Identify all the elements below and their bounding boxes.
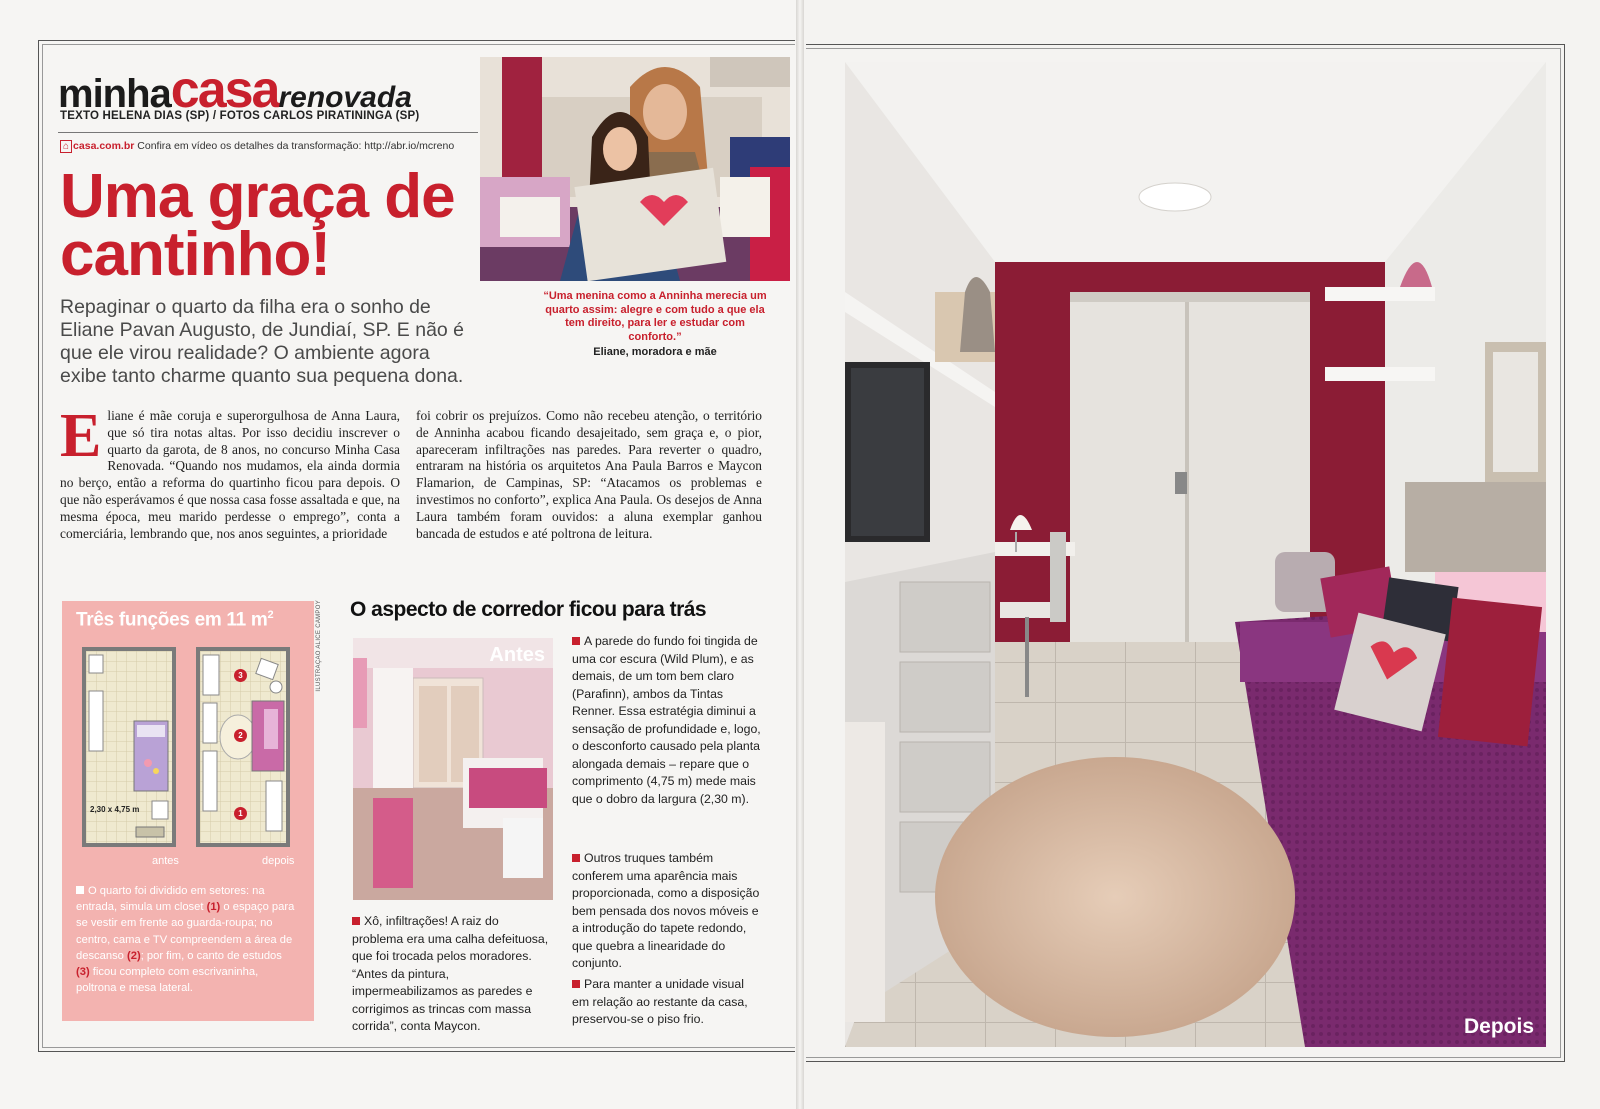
portrait-photo-image (480, 57, 790, 281)
house-icon: ⌂ (60, 140, 72, 153)
floor-plan-dimension: 2,30 x 4,75 m (90, 805, 140, 814)
casa-site-logo-text: casa.com.br (73, 140, 135, 152)
floor-plan-before (82, 647, 176, 847)
body-column-1 (60, 402, 400, 542)
section-paragraph-floor-text: Para manter a unidade visual em relação ao restante da casa, preservou-se o piso frio. (572, 977, 748, 1026)
before-photo-image (353, 638, 553, 900)
section-paragraph-wall (572, 633, 764, 808)
web-promo-text: Confira em vídeo os detalhes da transformação: http://abr.io/mcreno (137, 140, 455, 152)
floor-plan-caption-ref: (2) (127, 949, 141, 962)
floor-plan-caption-part: O quarto foi dividido em setores: na entrada, simula um closet (76, 885, 265, 914)
header-rule (58, 132, 478, 133)
floor-plan-box-title-text: Três funções em 11 m (76, 609, 268, 631)
body-column-1-text: liane é mãe coruja e superorgulhosa de Anna Laura, que só tira notas altas. Por isso decidiu inscrever o quarto da garota, de 8 anos, no concurso Minha Casa Renovada. “Quando nos mudamos, ela ainda dormia no berço, então a reforma do quartinho ficou para depois. O que não esperávamos é que nossa casa fosse assaltada e que, na mesma época, meu marido perdesse o emprego”, conta a comerciária, lembrando que, nos anos seguintes, a prioridade (60, 408, 400, 541)
pull-quote: “Uma menina como a Anninha merecia um quarto assim: alegre e com tudo a que ela tem direito, para ler e estudar com conforto.” (543, 290, 767, 343)
bullet-square (572, 980, 580, 988)
section-paragraph-infiltration (352, 913, 550, 1036)
floor-plan-box-title (76, 609, 273, 631)
bullet-square (572, 854, 580, 862)
section-paragraph-infiltration-text: Xô, infiltrações! A raiz do problema era uma calha defeituosa, que foi trocada pelos moradores. “Antes da pintura, impermeabilizamos as paredes e corrigimos as trincas com massa corrida”, conta Maycon. (352, 914, 549, 1033)
after-photo-image (845, 62, 1546, 1047)
after-photo-label: Depois (1463, 1015, 1534, 1038)
floor-plan-after (196, 647, 290, 847)
body-column-2: foi cobrir os prejuízos. Como não recebeu atenção, o território de Anninha acabou ficando desajeitado, sem graça e, o pior, apareceram infiltrações nas paredes. Para reverter o quadro, entraram na história os arquitetos Ana Paula Barros e Maycon Flamarion, de Campinas, SP: “Atacamos os problemas e investimos no conforto”, explica Ana Paula. Os desejos de Anna Laura também foram ouvidos: a aluna exemplar ganhou bancada de estudos e até poltrona de leitura. (416, 408, 762, 541)
floor-plan-caption-ref: (1) (206, 901, 221, 914)
floor-plan-caption-part: o espaço para se vestir em frente ao guarda-roupa; no centro, cama e TV compreendem a área de descanso (76, 901, 295, 962)
before-photo-label: Antes (489, 644, 545, 666)
section-paragraph-tricks (572, 850, 764, 973)
web-promo-line (60, 140, 454, 152)
brand-casa: casa (170, 61, 279, 119)
bullet-square (76, 886, 84, 894)
drop-cap: E (60, 402, 102, 470)
bullet-square (572, 637, 580, 645)
section-paragraph-wall-text: A parede do fundo foi tingida de uma cor escura (Wild Plum), e as demais, de um tom bem claro (Parafinn), ambos da Tintas Renner. Essa estratégia diminui a sensação de profundidade e, logo, o desconforto causado pela planta alongada demais – repare que o comprimento (4,75 m) mede mais que o dobro da largura (2,30 m). (572, 634, 761, 806)
floor-plan-box (62, 601, 314, 1021)
floor-plan-caption-part: ficou completo com escrivaninha, poltrona e mesa lateral. (76, 966, 259, 995)
floor-plan-caption-ref: (3) (76, 966, 90, 979)
plan-marker-2: 2 (234, 729, 247, 742)
article-credits: TEXTO HELENA DIAS (SP) / FOTOS CARLOS PIRATININGA (SP) (60, 110, 420, 122)
bullet-square (352, 917, 360, 925)
section-paragraph-tricks-text: Outros truques também conferem uma aparência mais proporcionada, como a disposição bem pensada dos novos móveis e a introdução do tapete redondo, que quebra a linearidade do conjunto. (572, 851, 760, 970)
illustration-credit: ILUSTRAÇÃO ALICE CAMPOY (316, 600, 322, 692)
floor-plan-box-title-sup: 2 (267, 609, 274, 621)
article-lead: Repaginar o quarto da filha era o sonho de Eliane Pavan Augusto, de Jundiaí, SP. E não é que ele virou realidade? O ambiente agora exibe tanto charme quanto sua pequena dona. (60, 296, 465, 387)
brand-renovada: renovada (278, 81, 412, 114)
page-gutter (796, 0, 804, 1109)
article-headline: Uma graça de cantinho! (60, 162, 455, 289)
floor-plan-caption-part: ; por fim, o canto de estudos (140, 949, 282, 962)
portrait-photo (480, 57, 790, 281)
floor-plan-after-label: depois (262, 855, 295, 867)
after-photo (845, 62, 1546, 1047)
floor-plan-before-label: antes (152, 855, 179, 867)
section-title: O aspecto de corredor ficou para trás (350, 598, 707, 621)
floor-plan-caption (76, 883, 298, 996)
plan-marker-3: 3 (234, 669, 247, 682)
floor-plan-before-drawing (86, 651, 172, 843)
brand-minha: minha (58, 72, 171, 116)
plan-marker-1: 1 (234, 807, 247, 820)
before-photo (353, 638, 553, 900)
section-paragraph-floor (572, 976, 764, 1029)
casa-site-logo (60, 140, 134, 152)
pull-quote-author: Eliane, moradora e mãe (593, 346, 717, 358)
